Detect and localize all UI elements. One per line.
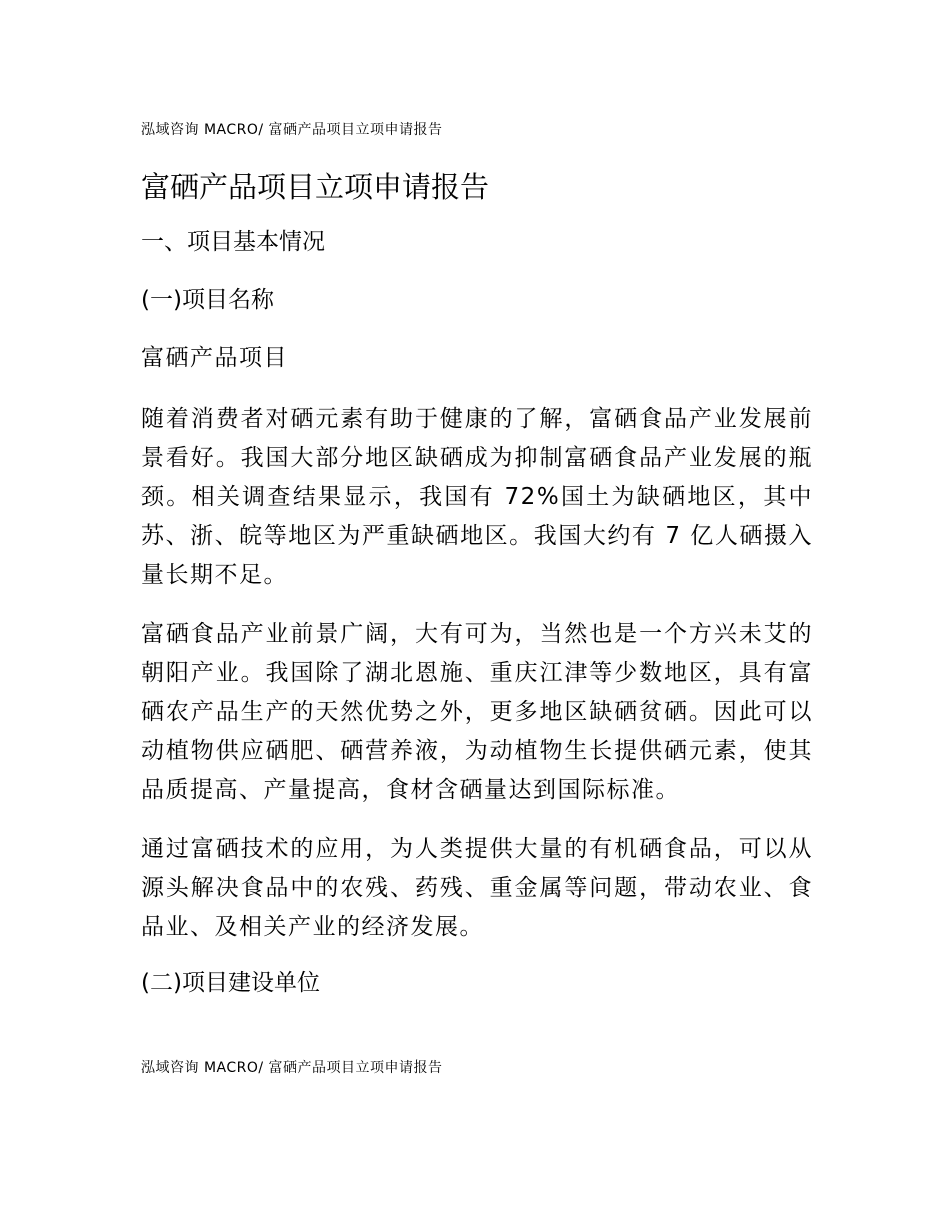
subsection-heading-project-name: (一)项目名称 xyxy=(141,287,274,313)
paragraph-1: 随着消费者对硒元素有助于健康的了解，富硒食品产业发展前景看好。我国大部分地区缺硒成为抑制富硒食品产业发展的瓶颈。相关调查结果显示，我国有 72%国土为缺硒地区，其中苏、浙、皖等地区为严重缺硒地区。我国大约有 7 亿人硒摄入量长期不足。 xyxy=(141,406,813,588)
paragraph-3: 通过富硒技术的应用，为人类提供大量的有机硒食品，可以从源头解决食品中的农残、药残、重金属等问题，带动农业、食品业、及相关产业的经济发展。 xyxy=(141,836,813,940)
running-footer: 泓域咨询 MACRO/ 富硒产品项目立项申请报告 xyxy=(141,1060,443,1076)
project-name-text: 富硒产品项目 xyxy=(141,345,288,371)
subsection-heading-construction-unit: (二)项目建设单位 xyxy=(141,970,320,996)
document-title: 富硒产品项目立项申请报告 xyxy=(141,170,490,204)
section-heading-basic-info: 一、项目基本情况 xyxy=(141,229,325,255)
page-content xyxy=(141,166,813,999)
running-header: 泓域咨询 MACRO/ 富硒产品项目立项申请报告 xyxy=(141,122,443,138)
paragraph-2: 富硒食品产业前景广阔，大有可为，当然也是一个方兴未艾的朝阳产业。我国除了湖北恩施、重庆江津等少数地区，具有富硒农产品生产的天然优势之外，更多地区缺硒贫硒。因此可以动植物供应硒肥、硒营养液，为动植物生长提供硒元素，使其品质提高、产量提高，食材含硒量达到国际标准。 xyxy=(141,621,813,803)
